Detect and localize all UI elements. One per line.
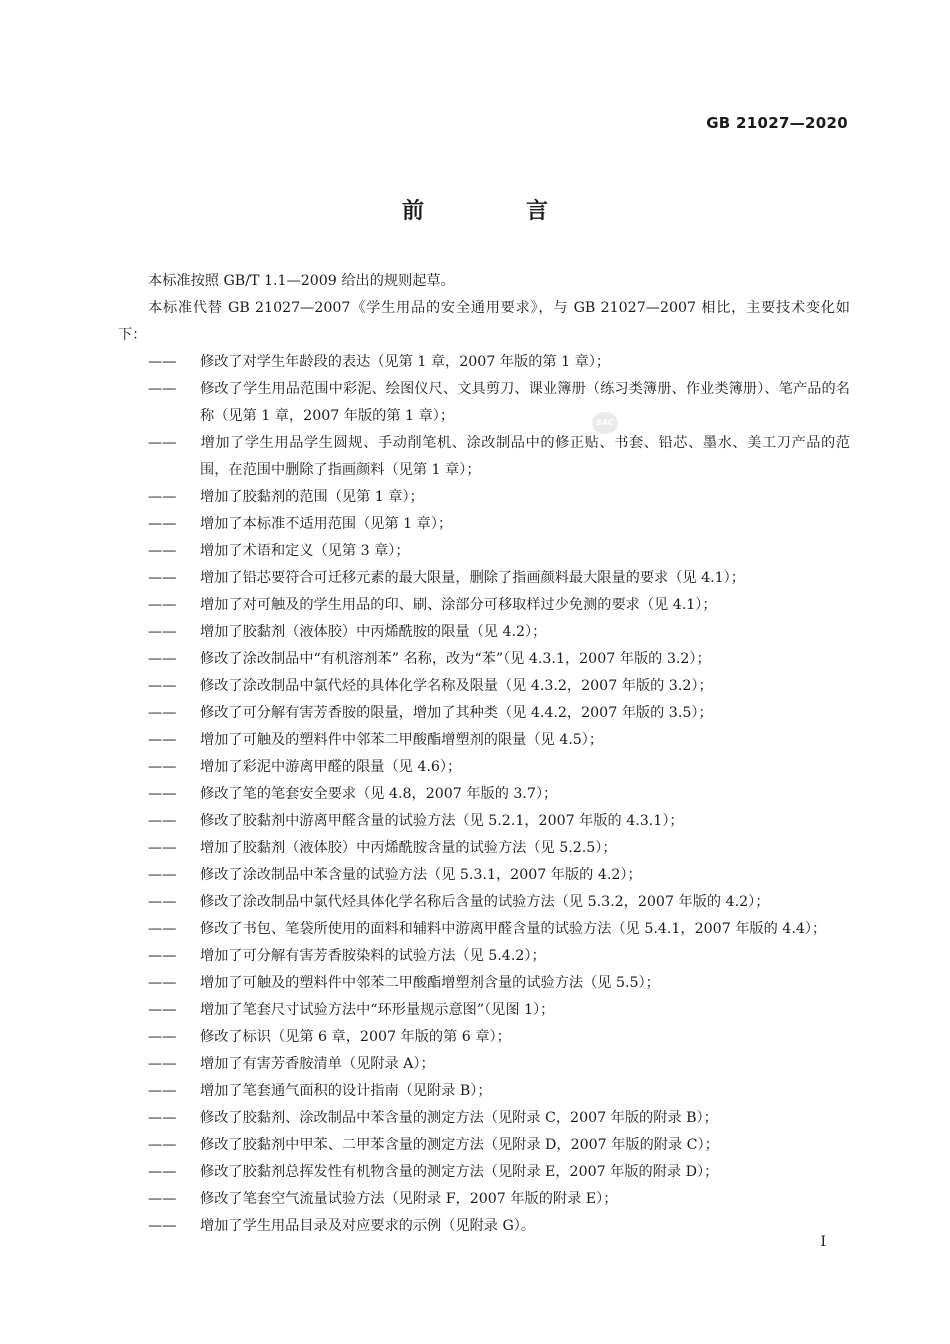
change-item (148, 889, 850, 916)
dash-marker: —— (148, 786, 177, 802)
dash-marker: —— (148, 705, 177, 721)
change-text: 增加了可触及的塑料件中邻苯二甲酸酯增塑剂含量的试验方法（见 5.5）； (200, 975, 660, 991)
dash-marker: —— (148, 1002, 177, 1018)
change-text: 增加了胶黏剂（液体胶）中丙烯酰胺的限量（见 4.2）； (200, 624, 547, 640)
dash-marker: —— (148, 975, 177, 991)
change-text: 增加了胶黏剂（液体胶）中丙烯酰胺含量的试验方法（见 5.2.5）； (200, 840, 617, 856)
change-text: 增加了笔套通气面积的设计指南（见附录 B）； (200, 1083, 492, 1099)
change-item (148, 1078, 850, 1105)
change-item (148, 673, 850, 700)
change-item (148, 997, 850, 1024)
change-item (148, 376, 850, 430)
change-item (148, 592, 850, 619)
change-text: 增加了胶黏剂的范围（见第 1 章）； (200, 489, 424, 505)
change-item (148, 538, 850, 565)
dash-marker: —— (148, 1218, 177, 1234)
dash-marker: —— (148, 948, 177, 964)
dash-marker: —— (148, 1056, 177, 1072)
change-item (148, 1024, 850, 1051)
change-text: 增加了可触及的塑料件中邻苯二甲酸酯增塑剂的限量（见 4.5）； (200, 732, 604, 748)
change-text: 增加了学生用品目录及对应要求的示例（见附录 G）。 (200, 1218, 536, 1234)
dash-marker: —— (148, 813, 177, 829)
change-item (148, 808, 850, 835)
change-text: 增加了彩泥中游离甲醛的限量（见 4.6）； (200, 759, 462, 775)
page-number: I (820, 1234, 826, 1250)
change-item (148, 1159, 850, 1186)
change-text: 修改了胶黏剂中甲苯、二甲苯含量的测定方法（见附录 D，2007 年版的附录 C）； (200, 1137, 719, 1153)
change-text: 修改了书包、笔袋所使用的面料和辅料中游离甲醛含量的试验方法（见 5.4.1，2007 年版的 4.4）； (200, 921, 827, 937)
change-text: 修改了笔的笔套安全要求（见 4.8，2007 年版的 3.7）； (200, 786, 558, 802)
change-item (148, 700, 850, 727)
dash-marker: —— (148, 1164, 177, 1180)
dash-marker: —— (148, 867, 177, 883)
change-text: 增加了本标准不适用范围（见第 1 章）； (200, 516, 453, 532)
dash-marker: —— (148, 489, 177, 505)
change-item (148, 916, 850, 943)
dash-marker: —— (148, 1083, 177, 1099)
change-item (148, 862, 850, 889)
change-item (148, 511, 850, 538)
change-item (148, 430, 850, 484)
change-text: 修改了胶黏剂、涂改制品中苯含量的测定方法（见附录 C，2007 年版的附录 B）； (200, 1110, 718, 1126)
change-item (148, 943, 850, 970)
change-text: 修改了笔套空气流量试验方法（见附录 F，2007 年版的附录 E）； (200, 1191, 618, 1207)
change-item (148, 646, 850, 673)
change-item (148, 1186, 850, 1213)
change-item (148, 835, 850, 862)
change-text: 修改了可分解有害芳香胺的限量，增加了其种类（见 4.4.2，2007 年版的 3.5）； (200, 705, 713, 721)
watermark-logo: SAC (592, 412, 618, 434)
change-item (148, 565, 850, 592)
page-title: 前 言 (401, 199, 588, 224)
dash-marker: —— (148, 894, 177, 910)
dash-marker: —— (148, 921, 177, 937)
change-text: 修改了涂改制品中“有机溶剂苯” 名称，改为“苯”（见 4.3.1，2007 年版的 3.2）； (200, 651, 711, 667)
change-text: 修改了学生用品范围中彩泥、绘图仪尺、文具剪刀、课业簿册（练习类簿册、作业类簿册）、笔产品的名称（见第 1 章，2007 年版的第 1 章）； (200, 381, 850, 424)
change-text: 增加了可分解有害芳香胺染料的试验方法（见 5.4.2）； (200, 948, 546, 964)
change-item (148, 970, 850, 997)
change-text: 修改了对学生年龄段的表达（见第 1 章，2007 年版的第 1 章）； (200, 354, 611, 370)
change-text: 增加了术语和定义（见第 3 章）； (200, 543, 410, 559)
change-item (148, 1105, 850, 1132)
change-item (148, 484, 850, 511)
change-text: 修改了胶黏剂中游离甲醛含量的试验方法（见 5.2.1，2007 年版的 4.3.1）； (200, 813, 684, 829)
dash-marker: —— (148, 1029, 177, 1045)
intro-paragraph-1: 本标准按照 GB/T 1.1—2009 给出的规则起草。 (148, 273, 455, 289)
change-item (148, 727, 850, 754)
dash-marker: —— (148, 597, 177, 613)
dash-marker: —— (148, 840, 177, 856)
dash-marker: —— (148, 651, 177, 667)
dash-marker: —— (148, 1137, 177, 1153)
change-text: 增加了铅芯要符合可迁移元素的最大限量，删除了指画颜料最大限量的要求（见 4.1）； (200, 570, 745, 586)
change-text: 增加了有害芳香胺清单（见附录 A）； (200, 1056, 435, 1072)
changes-list (118, 349, 850, 1240)
dash-marker: —— (148, 1191, 177, 1207)
dash-marker: —— (148, 678, 177, 694)
dash-marker: —— (148, 516, 177, 532)
dash-marker: —— (148, 1110, 177, 1126)
change-text: 修改了胶黏剂总挥发性有机物含量的测定方法（见附录 E，2007 年版的附录 D）； (200, 1164, 719, 1180)
dash-marker: —— (148, 759, 177, 775)
change-text: 修改了涂改制品中苯含量的试验方法（见 5.3.1，2007 年版的 4.2）； (200, 867, 642, 883)
dash-marker: —— (148, 543, 177, 559)
change-item (148, 1132, 850, 1159)
change-item (148, 781, 850, 808)
document-body (118, 268, 850, 1240)
change-item (148, 619, 850, 646)
change-item (148, 1051, 850, 1078)
intro-paragraph-2: 本标准代替 GB 21027—2007《学生用品的安全通用要求》，与 GB 21027—2007 相比，主要技术变化如下： (118, 300, 850, 343)
change-item (148, 1213, 850, 1240)
change-text: 修改了涂改制品中氯代烃具体化学名称后含量的试验方法（见 5.3.2，2007 年版的 4.2）； (200, 894, 770, 910)
change-text: 修改了涂改制品中氯代烃的具体化学名称及限量（见 4.3.2，2007 年版的 3.2）； (200, 678, 713, 694)
change-text: 增加了对可触及的学生用品的印、刷、涂部分可移取样过少免测的要求（见 4.1）； (200, 597, 717, 613)
change-text: 增加了笔套尺寸试验方法中“环形量规示意图”（见图 1）； (200, 1002, 555, 1018)
dash-marker: —— (148, 354, 177, 370)
dash-marker: —— (148, 624, 177, 640)
dash-marker: —— (148, 732, 177, 748)
dash-marker: —— (148, 435, 177, 451)
change-item (148, 754, 850, 781)
dash-marker: —— (148, 570, 177, 586)
dash-marker: —— (148, 381, 177, 397)
change-text: 修改了标识（见第 6 章，2007 年版的第 6 章）； (200, 1029, 511, 1045)
change-item (148, 349, 850, 376)
change-text: 增加了学生用品学生圆规、手动削笔机、涂改制品中的修正贴、书套、铅芯、墨水、美工刀产品的范围，在范围中删除了指画颜料（见第 1 章）； (200, 435, 850, 478)
standard-number: GB 21027—2020 (706, 114, 848, 132)
